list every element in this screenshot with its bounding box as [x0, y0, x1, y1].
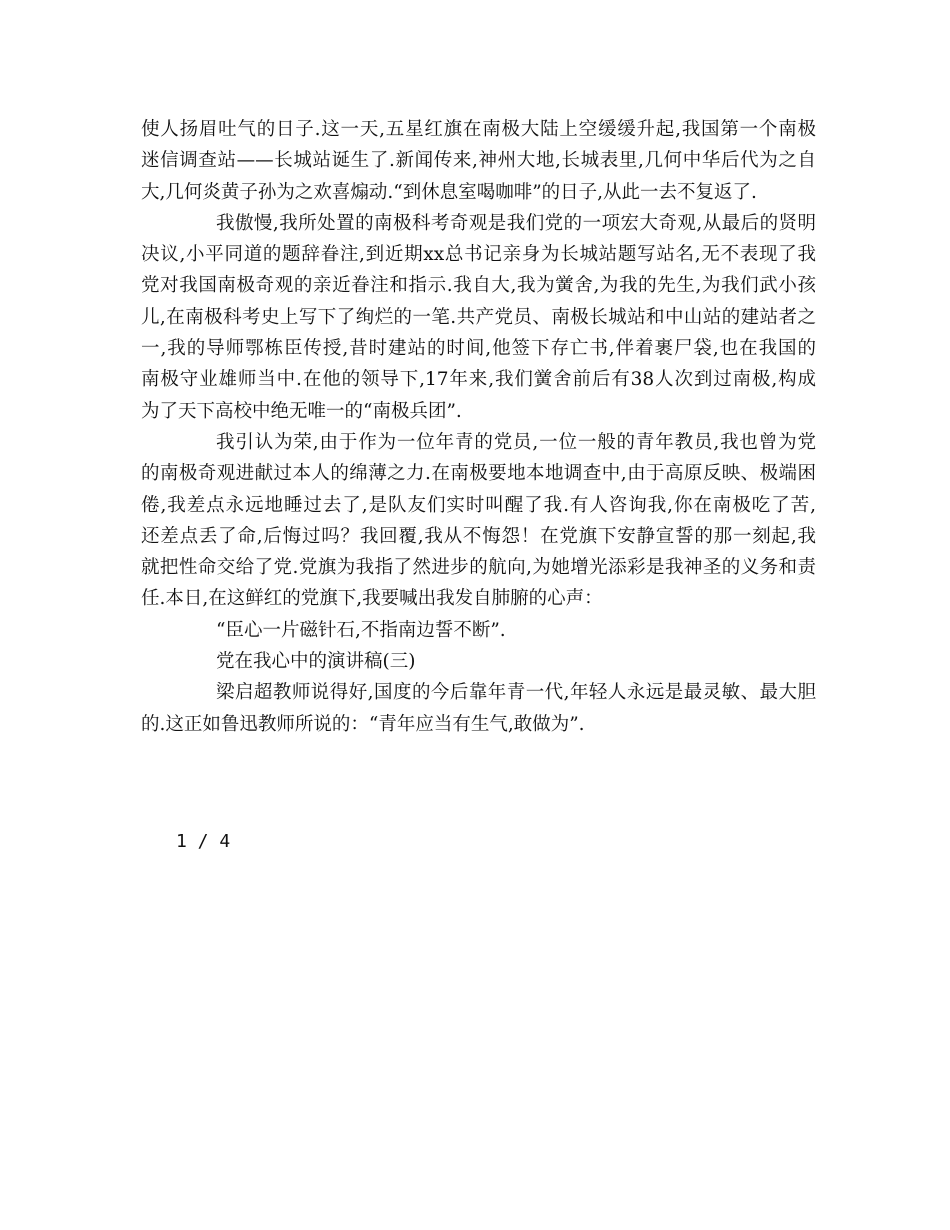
text-line-4: 我傲慢,我所处置的南极科考奇观是我们党的一项宏大奇观,从最后的贤明	[216, 212, 816, 234]
quote-line: “臣心一片磁针石,不指南边誓不断”.	[216, 619, 506, 641]
text-line-20: 的.这正如鲁迅教师所说的：“青年应当有生气,敢做为”.	[141, 713, 585, 735]
text-line-15: 就把性命交给了党.党旗为我指了然进步的航向,为她增光添彩是我神圣的义务和责	[141, 557, 816, 579]
text-line-1: 使人扬眉吐气的日子.这一天,五星红旗在南极大陆上空缓缓升起,我国第一个南极	[141, 119, 816, 140]
text-line-2: 迷信调查站——长城站诞生了.新闻传来,神州大地,长城表里,几何中华后代为之自	[141, 150, 816, 172]
section-heading: 党在我心中的演讲稿(三)	[216, 651, 416, 673]
text-line-12: 的南极奇观进献过本人的绵薄之力.在南极要地本地调查中,由于高原反映、极端困	[141, 463, 816, 485]
text-line-5: 决议,小平同道的题辞眷注,到近期xx总书记亲身为长城站题写站名,无不表现了我	[141, 244, 816, 266]
text-line-9: 南极守业雄师当中.在他的领导下,17年来,我们黉舍前后有38人次到过南极,构成	[141, 369, 816, 391]
text-line-8: 一,我的导师鄂栋臣传授,昔时建站的时间,他签下存亡书,伴着裹尸袋,也在我国的	[141, 338, 816, 360]
text-line-13: 倦,我差点永远地睡过去了,是队友们实时叫醒了我.有人咨询我,你在南极吃了苦,	[141, 494, 816, 516]
text-line-14: 还差点丢了命,后悔过吗？我回覆,我从不悔怨！在党旗下安静宣誓的那一刻起,我	[141, 525, 816, 547]
text-line-3: 大,几何炎黄子孙为之欢喜煽动.“到休息室喝咖啡”的日子,从此一去不复返了.	[141, 181, 757, 203]
page-number: 1 / 4	[176, 831, 231, 852]
text-line-6: 党对我国南极奇观的亲近眷注和指示.我自大,我为黉舍,为我的先生,为我们武小孩	[141, 275, 816, 297]
text-line-7: 儿,在南极科考史上写下了绚烂的一笔.共产党员、南极长城站和中山站的建站者之	[141, 306, 816, 328]
text-line-10: 为了天下高校中绝无唯一的“南极兵团”.	[141, 400, 462, 422]
text-line-16: 任.本日,在这鲜红的党旗下,我要喊出我发自肺腑的心声：	[141, 588, 603, 610]
text-line-11: 我引认为荣,由于作为一位年青的党员,一位一般的青年教员,我也曾为党	[216, 431, 816, 453]
text-line-19: 梁启超教师说得好,国度的今后靠年青一代,年轻人永远是最灵敏、最大胆	[216, 682, 816, 704]
document-body	[141, 114, 816, 740]
